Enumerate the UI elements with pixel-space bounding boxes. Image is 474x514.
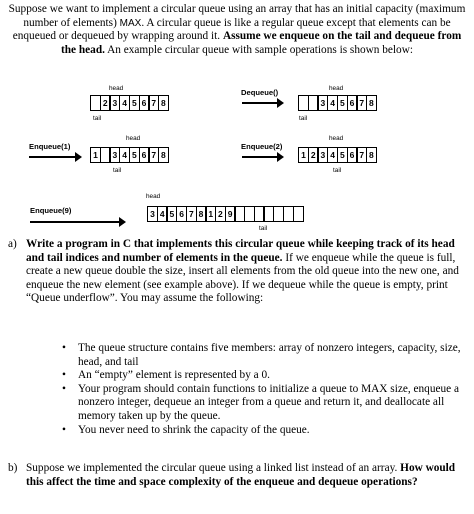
- intro-max-word: MAX: [119, 17, 142, 29]
- list-item-text: You never need to shrink the capacity of the queue.: [78, 423, 310, 436]
- queue-cell: 4: [157, 206, 168, 222]
- queue-cell: 7: [186, 206, 197, 222]
- queue-cell: 6: [347, 95, 358, 111]
- head-label: head: [146, 193, 161, 200]
- queue-array-2: [298, 95, 376, 111]
- arrow-right-icon: [242, 156, 278, 158]
- intro-bold-text: Assume we enqueue on the tail and dequeue from the head.: [60, 30, 462, 56]
- operation-label-enqueue-2: Enqueue(2): [241, 142, 283, 151]
- tail-label: tail: [113, 167, 122, 174]
- queue-cell: 1: [298, 147, 309, 163]
- queue-cell: 3: [147, 206, 158, 222]
- queue-array-1: [90, 95, 168, 111]
- question-a-body: If we enqueue while the queue is full, create a new queue double the size, insert all elements from the old queue into the new one, and enqueue the new element (see example above). If we dequeue while the queue is empty, print “Queue underflow”. You may assume the following:: [26, 251, 459, 305]
- arrow-right-icon: [29, 156, 76, 158]
- queue-array-4: [298, 147, 376, 163]
- list-item: [62, 369, 464, 383]
- queue-cell: 3: [109, 95, 120, 111]
- head-label: head: [329, 85, 344, 92]
- queue-array-5: [147, 206, 302, 222]
- queue-cell: 7: [356, 147, 367, 163]
- queue-cell: [293, 206, 304, 222]
- list-item: [62, 424, 464, 438]
- queue-cell: 8: [366, 147, 377, 163]
- intro-paragraph: [6, 3, 468, 57]
- list-item-text: An “empty” element is represented by a 0.: [78, 369, 270, 382]
- question-a-bold: Write a program in C that implements this circular queue while keeping track of its head and tail indices and number of elements in the queue.: [26, 238, 455, 264]
- queue-cell: 2: [308, 147, 319, 163]
- queue-cell: 3: [317, 95, 328, 111]
- queue-cell: 2: [215, 206, 226, 222]
- queue-cell: 2: [100, 95, 111, 111]
- list-item-text: Your program should contain functions to initialize a queue to MAX size, enqueue a nonzero integer, dequeue an integer from a queue and return it, and deallocate all memory taken up by the queue.: [78, 382, 459, 422]
- queue-array-3: [90, 147, 168, 163]
- queue-cell: 8: [366, 95, 377, 111]
- list-item-text: The queue structure contains five members: array of nonzero integers, capacity, size, head, and tail: [78, 342, 461, 368]
- list-item: [62, 342, 464, 369]
- tail-label: tail: [299, 115, 308, 122]
- queue-cell: 1: [205, 206, 216, 222]
- queue-cell: 3: [109, 147, 120, 163]
- intro-text-1: Suppose we want to implement a circular queue using an array that has an initial capacity (maximum number of elements): [8, 3, 466, 29]
- operation-label-enqueue-9: Enqueue(9): [30, 206, 72, 215]
- queue-cell: 9: [225, 206, 236, 222]
- queue-cell: 7: [356, 95, 367, 111]
- tail-label: tail: [259, 225, 268, 232]
- tail-label: tail: [333, 167, 342, 174]
- queue-cell: 5: [166, 206, 177, 222]
- list-item: [62, 383, 464, 424]
- question-b-bold: How would this affect the time and space complexity of the enqueue and dequeue operations?: [26, 462, 456, 488]
- queue-cell: 8: [196, 206, 207, 222]
- queue-cell: 1: [90, 147, 101, 163]
- queue-cell: 6: [176, 206, 187, 222]
- arrow-right-icon: [242, 102, 278, 104]
- queue-cell: 6: [139, 147, 150, 163]
- queue-cell: 4: [119, 147, 130, 163]
- question-b-marker: b): [8, 462, 18, 474]
- question-b-text: [26, 462, 464, 489]
- requirements-list: [62, 342, 464, 437]
- intro-text-2: . A circular queue is like a regular queue except that elements can be enqueued or dequeued by wrapping around it.: [12, 16, 451, 43]
- tail-label: tail: [93, 115, 102, 122]
- question-a-marker: a): [8, 238, 17, 250]
- queue-cell: 6: [347, 147, 358, 163]
- intro-text-3: An example circular queue with sample operations is shown below:: [107, 43, 414, 56]
- bullet-icon: •: [62, 382, 66, 395]
- queue-cell: 5: [129, 147, 140, 163]
- queue-cell: 8: [158, 95, 169, 111]
- queue-cell: 5: [129, 95, 140, 111]
- queue-cell: 7: [148, 147, 159, 163]
- queue-cell: 6: [139, 95, 150, 111]
- queue-cell: 4: [327, 95, 338, 111]
- operation-label-dequeue: Dequeue(): [241, 88, 279, 97]
- queue-cell: 7: [148, 95, 159, 111]
- queue-cell: 5: [337, 147, 348, 163]
- bullet-icon: •: [62, 423, 66, 436]
- question-b-body: Suppose we implemented the circular queue using a linked list instead of an array.: [26, 462, 398, 474]
- head-label: head: [109, 85, 124, 92]
- head-label: head: [329, 135, 344, 142]
- queue-cell: 3: [317, 147, 328, 163]
- queue-cell: 5: [337, 95, 348, 111]
- arrow-right-icon: [30, 221, 120, 223]
- operation-label-enqueue-1: Enqueue(1): [29, 142, 71, 151]
- question-a-text: [26, 238, 464, 306]
- queue-cell: 8: [158, 147, 169, 163]
- head-label: head: [126, 135, 141, 142]
- queue-cell: 4: [327, 147, 338, 163]
- bullet-icon: •: [62, 342, 66, 354]
- queue-cell: 4: [119, 95, 130, 111]
- bullet-icon: •: [62, 369, 66, 382]
